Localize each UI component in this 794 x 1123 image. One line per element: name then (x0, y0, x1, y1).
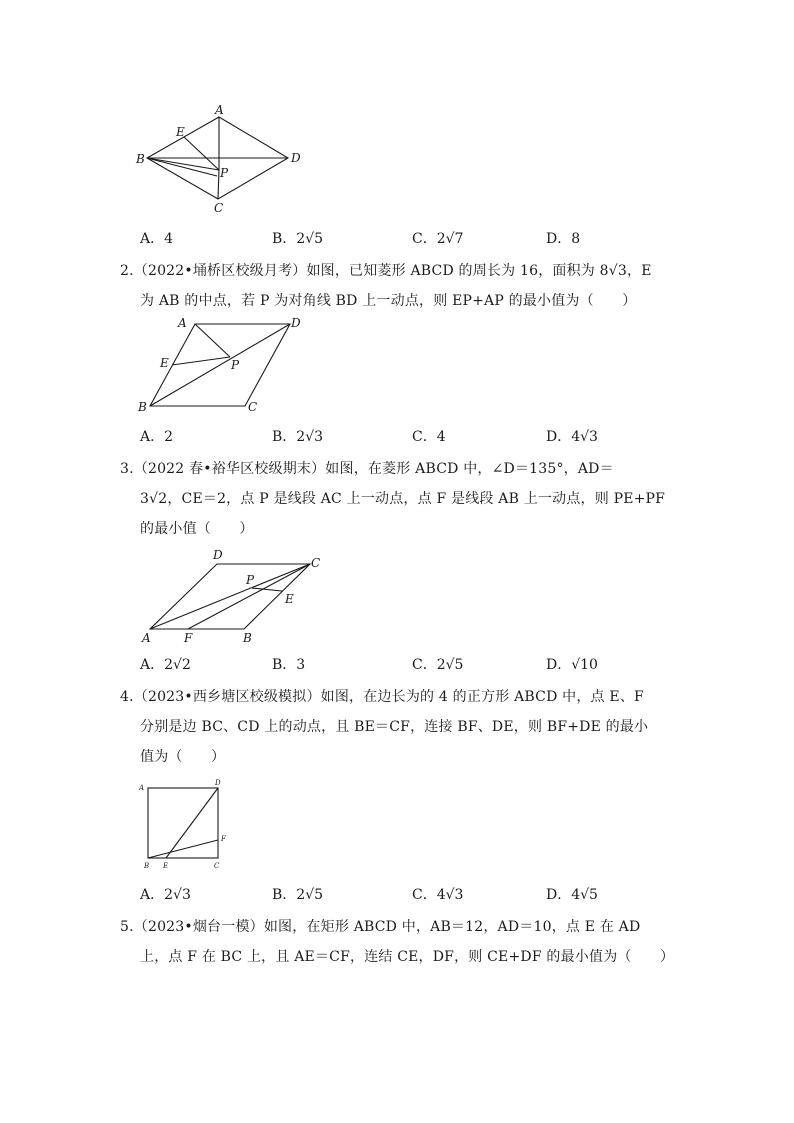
q2-label-b: B (138, 400, 147, 414)
q3-label-f: F (184, 631, 193, 645)
q4-figure (136, 778, 236, 874)
q4-square (148, 788, 218, 858)
q3-label-d: D (213, 548, 223, 562)
q4-option-c[interactable]: C．4√3 (412, 887, 464, 903)
q4-label-b: B (144, 862, 150, 870)
q2-label-c: C (248, 400, 258, 414)
q3-label-p: P (246, 573, 255, 587)
q1-figure (130, 100, 320, 220)
q1-label-d: D (291, 151, 301, 165)
q3-text-line1: 3.（2022 春•裕华区校级期末）如图，在菱形 ABCD 中，∠D＝135°，AD＝ (120, 461, 614, 477)
q4-option-b[interactable]: B．2√5 (272, 887, 324, 903)
q1-label-b: B (136, 152, 145, 166)
q4-option-a[interactable]: A．2√3 (140, 887, 191, 903)
q2-segment-ap (195, 324, 230, 357)
q3-label-b: B (243, 631, 252, 645)
q4-label-f: F (221, 835, 226, 843)
q1-segment-pc (218, 170, 219, 199)
q3-label-c: C (311, 556, 321, 570)
q3-option-b[interactable]: B．3 (272, 657, 306, 673)
q2-label-p: P (231, 358, 240, 372)
q1-label-c: C (214, 201, 224, 215)
q2-option-b[interactable]: B．2√3 (272, 429, 324, 445)
q5-text-line1: 5.（2023•烟台一模）如图，在矩形 ABCD 中，AB＝12，AD＝10，点 E 在 AD (120, 919, 641, 935)
q2-option-d[interactable]: D．4√3 (546, 429, 598, 445)
q4-text-line2: 分别是边 BC、CD 上的动点，且 BE＝CF，连接 BF、DE，则 BF+DE 的最小 (140, 719, 649, 735)
q2-text-line1: 2.（2022•埇桥区校级月考）如图，已知菱形 ABCD 的周长为 16，面积为 8√3，E (120, 263, 652, 279)
q1-label-p: P (220, 166, 229, 180)
q3-option-d[interactable]: D．√10 (546, 657, 598, 673)
q4-text-line1: 4.（2023•西乡塘区校级模拟）如图，在边长为的 4 的正方形 ABCD 中，点 E、F (120, 689, 644, 705)
q1-option-d[interactable]: D．8 (546, 231, 581, 247)
q1-option-b[interactable]: B．2√5 (272, 231, 324, 247)
q4-label-a: A (139, 784, 145, 792)
q2-label-a: A (178, 316, 187, 330)
q3-figure (130, 546, 340, 646)
q4-segment-de (166, 788, 218, 858)
q4-option-d[interactable]: D．4√5 (546, 887, 598, 903)
q3-text-line3: 的最小值（ ） (140, 521, 254, 537)
q1-segment-bp2 (147, 158, 217, 176)
q4-text-line3: 值为（ ） (140, 749, 226, 765)
q4-label-d: D (215, 779, 221, 787)
q3-text-line2: 3√2，CE＝2，点 P 是线段 AC 上一动点，点 F 是线段 AB 上一动点，则 PE+PF (140, 491, 666, 507)
q2-option-c[interactable]: C．4 (412, 429, 446, 445)
q3-option-c[interactable]: C．2√5 (412, 657, 464, 673)
q5-text-line2: 上，点 F 在 BC 上，且 AE＝CF，连结 CE，DF，则 CE+DF 的最小值为（ ） (140, 949, 675, 965)
q2-figure (130, 312, 320, 422)
q1-option-c[interactable]: C．2√7 (412, 231, 464, 247)
q2-label-d: D (291, 316, 301, 330)
q2-option-a[interactable]: A．2 (140, 429, 174, 445)
q3-label-e: E (285, 592, 294, 606)
q2-text-line2: 为 AB 的中点，若 P 为对角线 BD 上一动点，则 EP+AP 的最小值为（ ） (140, 293, 637, 309)
q4-label-c: C (214, 862, 220, 870)
q1-label-e: E (176, 125, 185, 139)
q2-diagonal-bd (150, 324, 290, 406)
q4-label-e: E (163, 862, 169, 870)
q4-segment-bf (148, 840, 218, 858)
q3-label-a: A (142, 631, 151, 645)
q2-label-e: E (160, 356, 169, 370)
q3-segment-pe (252, 588, 282, 591)
q1-label-a: A (215, 103, 224, 117)
q3-option-a[interactable]: A．2√2 (140, 657, 191, 673)
q1-option-a[interactable]: A．4 (140, 231, 174, 247)
